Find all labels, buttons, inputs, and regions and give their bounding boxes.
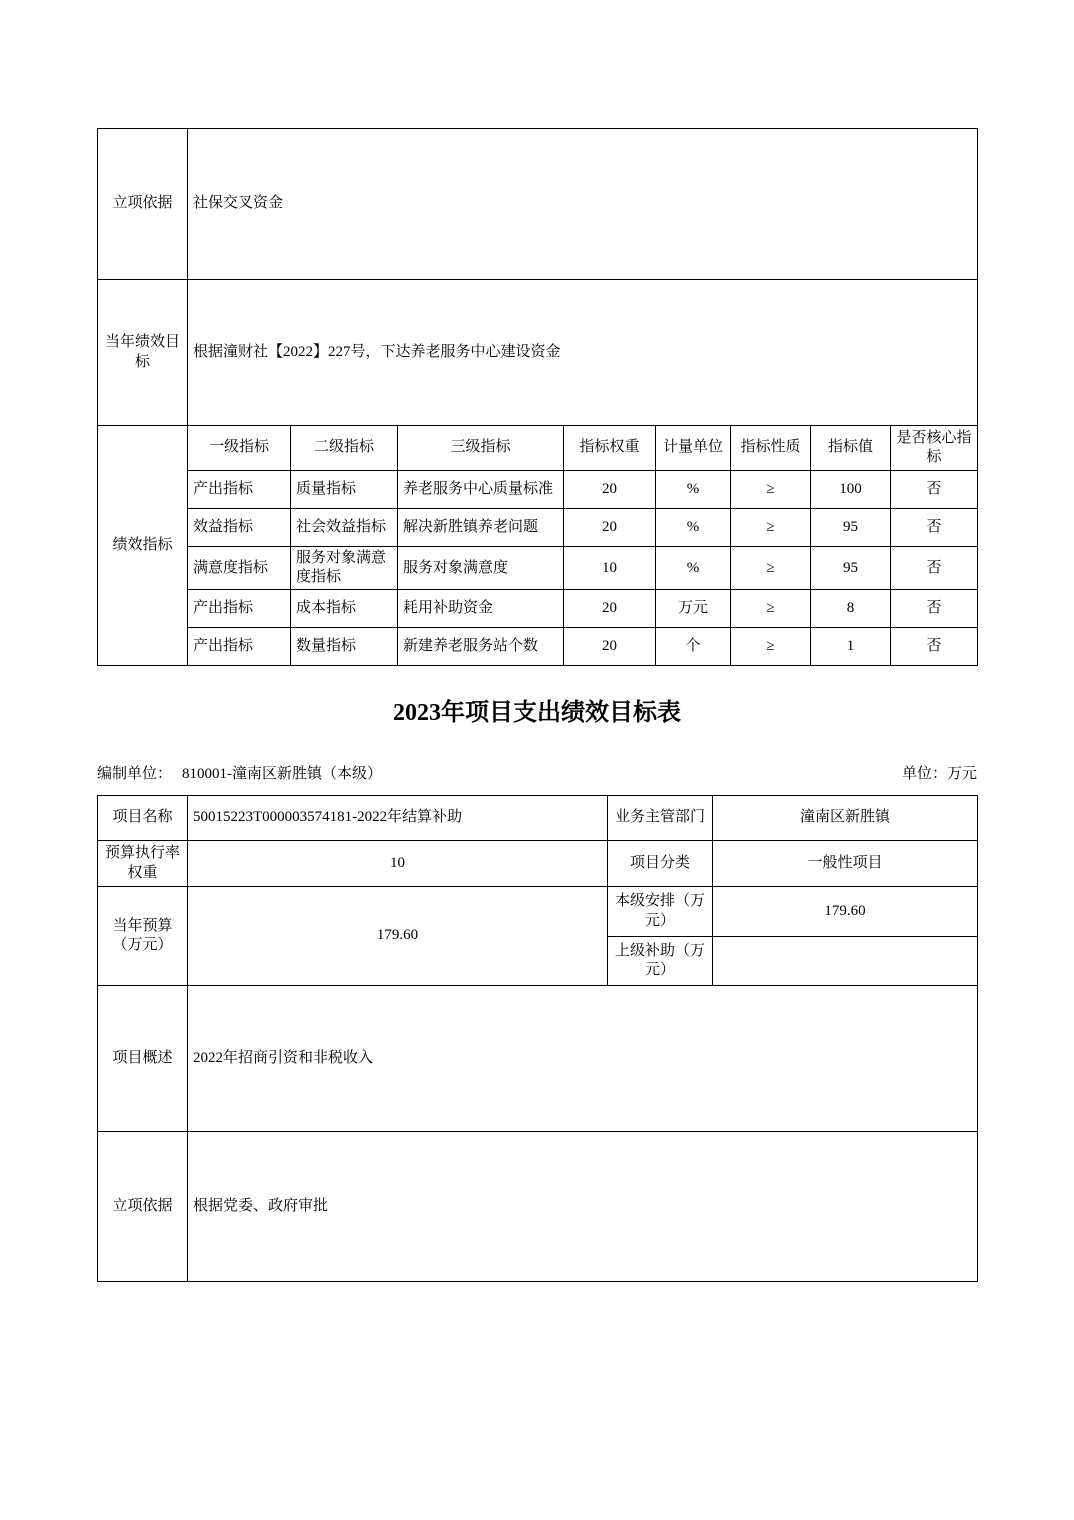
table-row (98, 1132, 978, 1282)
indicator-cell: 产出指标 (188, 590, 291, 628)
indicators-label: 绩效指标 (98, 426, 188, 666)
indicator-cell: ≥ (731, 628, 811, 666)
indicator-cell: 个 (656, 628, 731, 666)
annual-budget-value: 179.60 (188, 887, 608, 986)
indicator-header-nature: 指标性质 (731, 426, 811, 471)
page-title: 2023年项目支出绩效目标表 (393, 700, 681, 726)
category-label: 项目分类 (608, 841, 713, 887)
indicator-row (98, 547, 978, 590)
indicator-header-level3: 三级指标 (398, 426, 564, 471)
indicator-cell: 解决新胜镇养老问题 (398, 509, 564, 547)
table-row (98, 280, 978, 426)
indicator-cell: ≥ (731, 509, 811, 547)
dept-value: 潼南区新胜镇 (713, 796, 978, 841)
indicator-cell: 新建养老服务站个数 (398, 628, 564, 666)
indicator-cell: 质量指标 (291, 471, 398, 509)
project-basis-label: 立项依据 (98, 129, 188, 280)
indicator-header-value: 指标值 (811, 426, 891, 471)
local-arrangement-value: 179.60 (713, 887, 978, 937)
annual-budget-label: 当年预算（万元） (98, 887, 188, 986)
indicator-cell: % (656, 547, 731, 590)
indicator-cell: 产出指标 (188, 628, 291, 666)
table-row (98, 796, 978, 841)
indicator-header-core: 是否核心指标 (891, 426, 978, 471)
indicator-cell: 否 (891, 547, 978, 590)
indicator-cell: 数量指标 (291, 628, 398, 666)
unit-note: 单位：万元 (901, 766, 977, 782)
indicator-cell: 产出指标 (188, 471, 291, 509)
indicator-cell: 服务对象满意度指标 (291, 547, 398, 590)
project-name-label: 项目名称 (98, 796, 188, 841)
indicator-header-level1: 一级指标 (188, 426, 291, 471)
indicator-cell: ≥ (731, 547, 811, 590)
indicator-row (98, 590, 978, 628)
indicator-cell: 满意度指标 (188, 547, 291, 590)
indicator-header-row (98, 426, 978, 471)
table-row (98, 841, 978, 887)
indicator-cell: % (656, 471, 731, 509)
indicator-header-unit: 计量单位 (656, 426, 731, 471)
superior-subsidy-label: 上级补助（万元） (608, 937, 713, 986)
indicator-cell: 否 (891, 628, 978, 666)
indicator-cell: ≥ (731, 590, 811, 628)
indicator-cell: 20 (564, 590, 656, 628)
indicator-cell: 8 (811, 590, 891, 628)
prepared-by-value: 810001-潼南区新胜镇（本级） (182, 766, 383, 782)
indicator-cell: 20 (564, 509, 656, 547)
indicator-cell: % (656, 509, 731, 547)
annual-goal-label: 当年绩效目标 (98, 280, 188, 426)
indicator-cell: 20 (564, 628, 656, 666)
indicator-cell: 1 (811, 628, 891, 666)
prepared-by-label: 编制单位： (97, 766, 173, 782)
indicator-cell: ≥ (731, 471, 811, 509)
project-basis2-label: 立项依据 (98, 1132, 188, 1282)
indicator-row (98, 471, 978, 509)
indicator-cell: 成本指标 (291, 590, 398, 628)
indicator-cell: 耗用补助资金 (398, 590, 564, 628)
category-value: 一般性项目 (713, 841, 978, 887)
project-basis-content: 社保交叉资金 (188, 129, 978, 280)
superior-subsidy-value (713, 937, 978, 986)
indicator-cell: 服务对象满意度 (398, 547, 564, 590)
indicator-cell: 社会效益指标 (291, 509, 398, 547)
performance-table-lower (97, 795, 978, 1282)
indicator-header-weight: 指标权重 (564, 426, 656, 471)
indicator-cell: 95 (811, 509, 891, 547)
indicator-cell: 95 (811, 547, 891, 590)
indicator-cell: 效益指标 (188, 509, 291, 547)
exec-weight-label: 预算执行率权重 (98, 841, 188, 887)
indicator-row (98, 509, 978, 547)
dept-label: 业务主管部门 (608, 796, 713, 841)
project-overview-value: 2022年招商引资和非税收入 (188, 986, 978, 1132)
indicator-cell: 万元 (656, 590, 731, 628)
project-basis2-value: 根据党委、政府审批 (188, 1132, 978, 1282)
project-name-value: 50015223T000003574181-2022年结算补助 (188, 796, 608, 841)
indicator-cell: 否 (891, 509, 978, 547)
exec-weight-value: 10 (188, 841, 608, 887)
indicator-header-level2: 二级指标 (291, 426, 398, 471)
indicator-row (98, 628, 978, 666)
performance-table-upper (97, 128, 978, 666)
indicator-cell: 100 (811, 471, 891, 509)
annual-goal-content: 根据潼财社【2022】227号，下达养老服务中心建设资金 (188, 280, 978, 426)
table-row (98, 129, 978, 280)
local-arrangement-label: 本级安排（万元） (608, 887, 713, 937)
meta-line (97, 762, 977, 783)
indicator-cell: 10 (564, 547, 656, 590)
indicator-cell: 否 (891, 471, 978, 509)
table-row (98, 986, 978, 1132)
indicator-cell: 否 (891, 590, 978, 628)
indicator-cell: 养老服务中心质量标准 (398, 471, 564, 509)
project-overview-label: 项目概述 (98, 986, 188, 1132)
indicator-cell: 20 (564, 471, 656, 509)
table-row (98, 887, 978, 937)
